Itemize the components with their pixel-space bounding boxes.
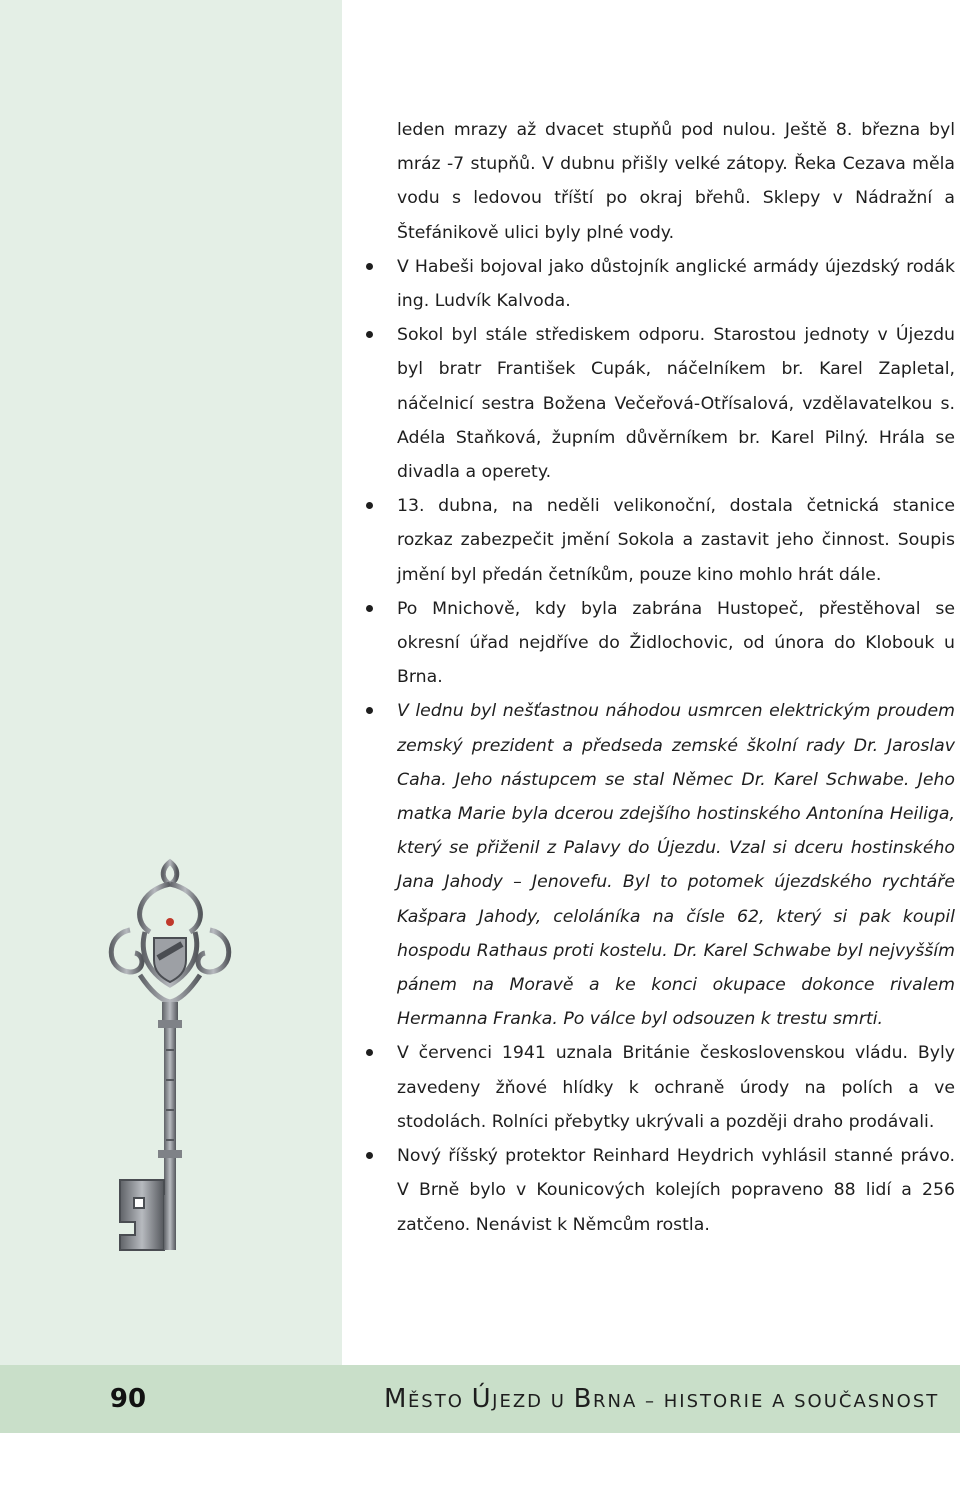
list-item [397, 1036, 955, 1139]
list-item [397, 318, 955, 489]
bullet-icon [366, 263, 373, 270]
running-title-part: JEZD U [492, 1391, 574, 1412]
intro-paragraph: leden mrazy až dvacet stupňů pod nulou. Ještě 8. března byl mráz -7 stupňů. V dubnu přišly velké zátopy. Řeka Cezava měla vodu s ledovou tříští po okraj břehů. Sklepy v Nádražní a Štefánikově ulici byly plné vody. [397, 120, 955, 243]
running-title-part: M [384, 1384, 408, 1414]
list-item [397, 694, 955, 1036]
running-title-part: Ú [471, 1384, 493, 1414]
main-text [397, 113, 955, 1242]
list-item-text: 13. dubna, na neděli velikonoční, dostala četnická stanice rozkaz zabezpečit jmění Sokola a zastavit jeho činnost. Soupis jmění byl předán četníkům, pouze kino mohlo hrát dále. [397, 496, 955, 585]
list-item-text: V lednu byl nešťastnou náhodou usmrcen elektrickým proudem zemský prezident a předseda zemské školní rady Dr. Jaroslav Caha. Jeho nástupcem se stal Němec Dr. Karel Schwabe. Jeho matka Marie byla dcerou zdejšího hostinského Antonína Heiliga, který se přiženil z Palavy do Újezdu. Vzal si dceru hostinského Jana Jahody – Jenovefu. Byl to potomek újezdského rychtáře Kašpara Jahody, celoláníka na čísle 62, který si pak koupil hospodu Rathaus proti kostelu. Dr. Karel Schwabe byl nejvyšším pánem na Moravě a ke konci okupace dokonce rivalem Hermanna Franka. Po válce byl odsouzen k trestu smrti. [397, 701, 955, 1030]
page-number: 90 [109, 1384, 147, 1414]
list-item [397, 489, 955, 592]
list-item [397, 250, 955, 318]
list-item [397, 592, 955, 695]
list-item-text: Po Mnichově, kdy byla zabrána Hustopeč, přestěhoval se okresní úřad nejdříve do Židlochovic, od února do Klobouk u Brna. [397, 598, 955, 688]
antique-key-icon [100, 850, 240, 1270]
list-item-text: Nový říšský protektor Reinhard Heydrich vyhlásil stanné právo. V Brně bylo v Kounicových kolejích popraveno 88 lidí a 256 zatčeno. Nenávist k Němcům rostla. [397, 1146, 955, 1235]
running-title-part: ĚSTO [407, 1391, 472, 1412]
list-item-text: Sokol byl stále střediskem odporu. Starostou jednoty v Újezdu byl bratr František Cupák, náčelníkem br. Karel Zapletal, náčelnicí sestra Božena Večeřová-Otřísalová, vzdělavatelkou s. Adéla Staňková, župním důvěrníkem br. Karel Pilný. Hrála se divadla a operety. [397, 325, 955, 483]
bullet-icon [366, 605, 373, 612]
running-title [384, 1365, 939, 1433]
list-item-text: V červenci 1941 uznala Británie československou vládu. Byly zavedeny žňové hlídky k ochraně úrody na polích a ve stodolách. Rolníci přebytky ukrývali a později draho prodávali. [397, 1043, 955, 1132]
list-item-text: V Habeši bojoval jako důstojník anglické armády újezdský rodák ing. Ludvík Kalvoda. [397, 256, 955, 312]
list-item [397, 1139, 955, 1242]
running-title-part: B [573, 1384, 593, 1414]
running-title-part: RNA – HISTORIE A SOUČASNOST [593, 1391, 940, 1412]
